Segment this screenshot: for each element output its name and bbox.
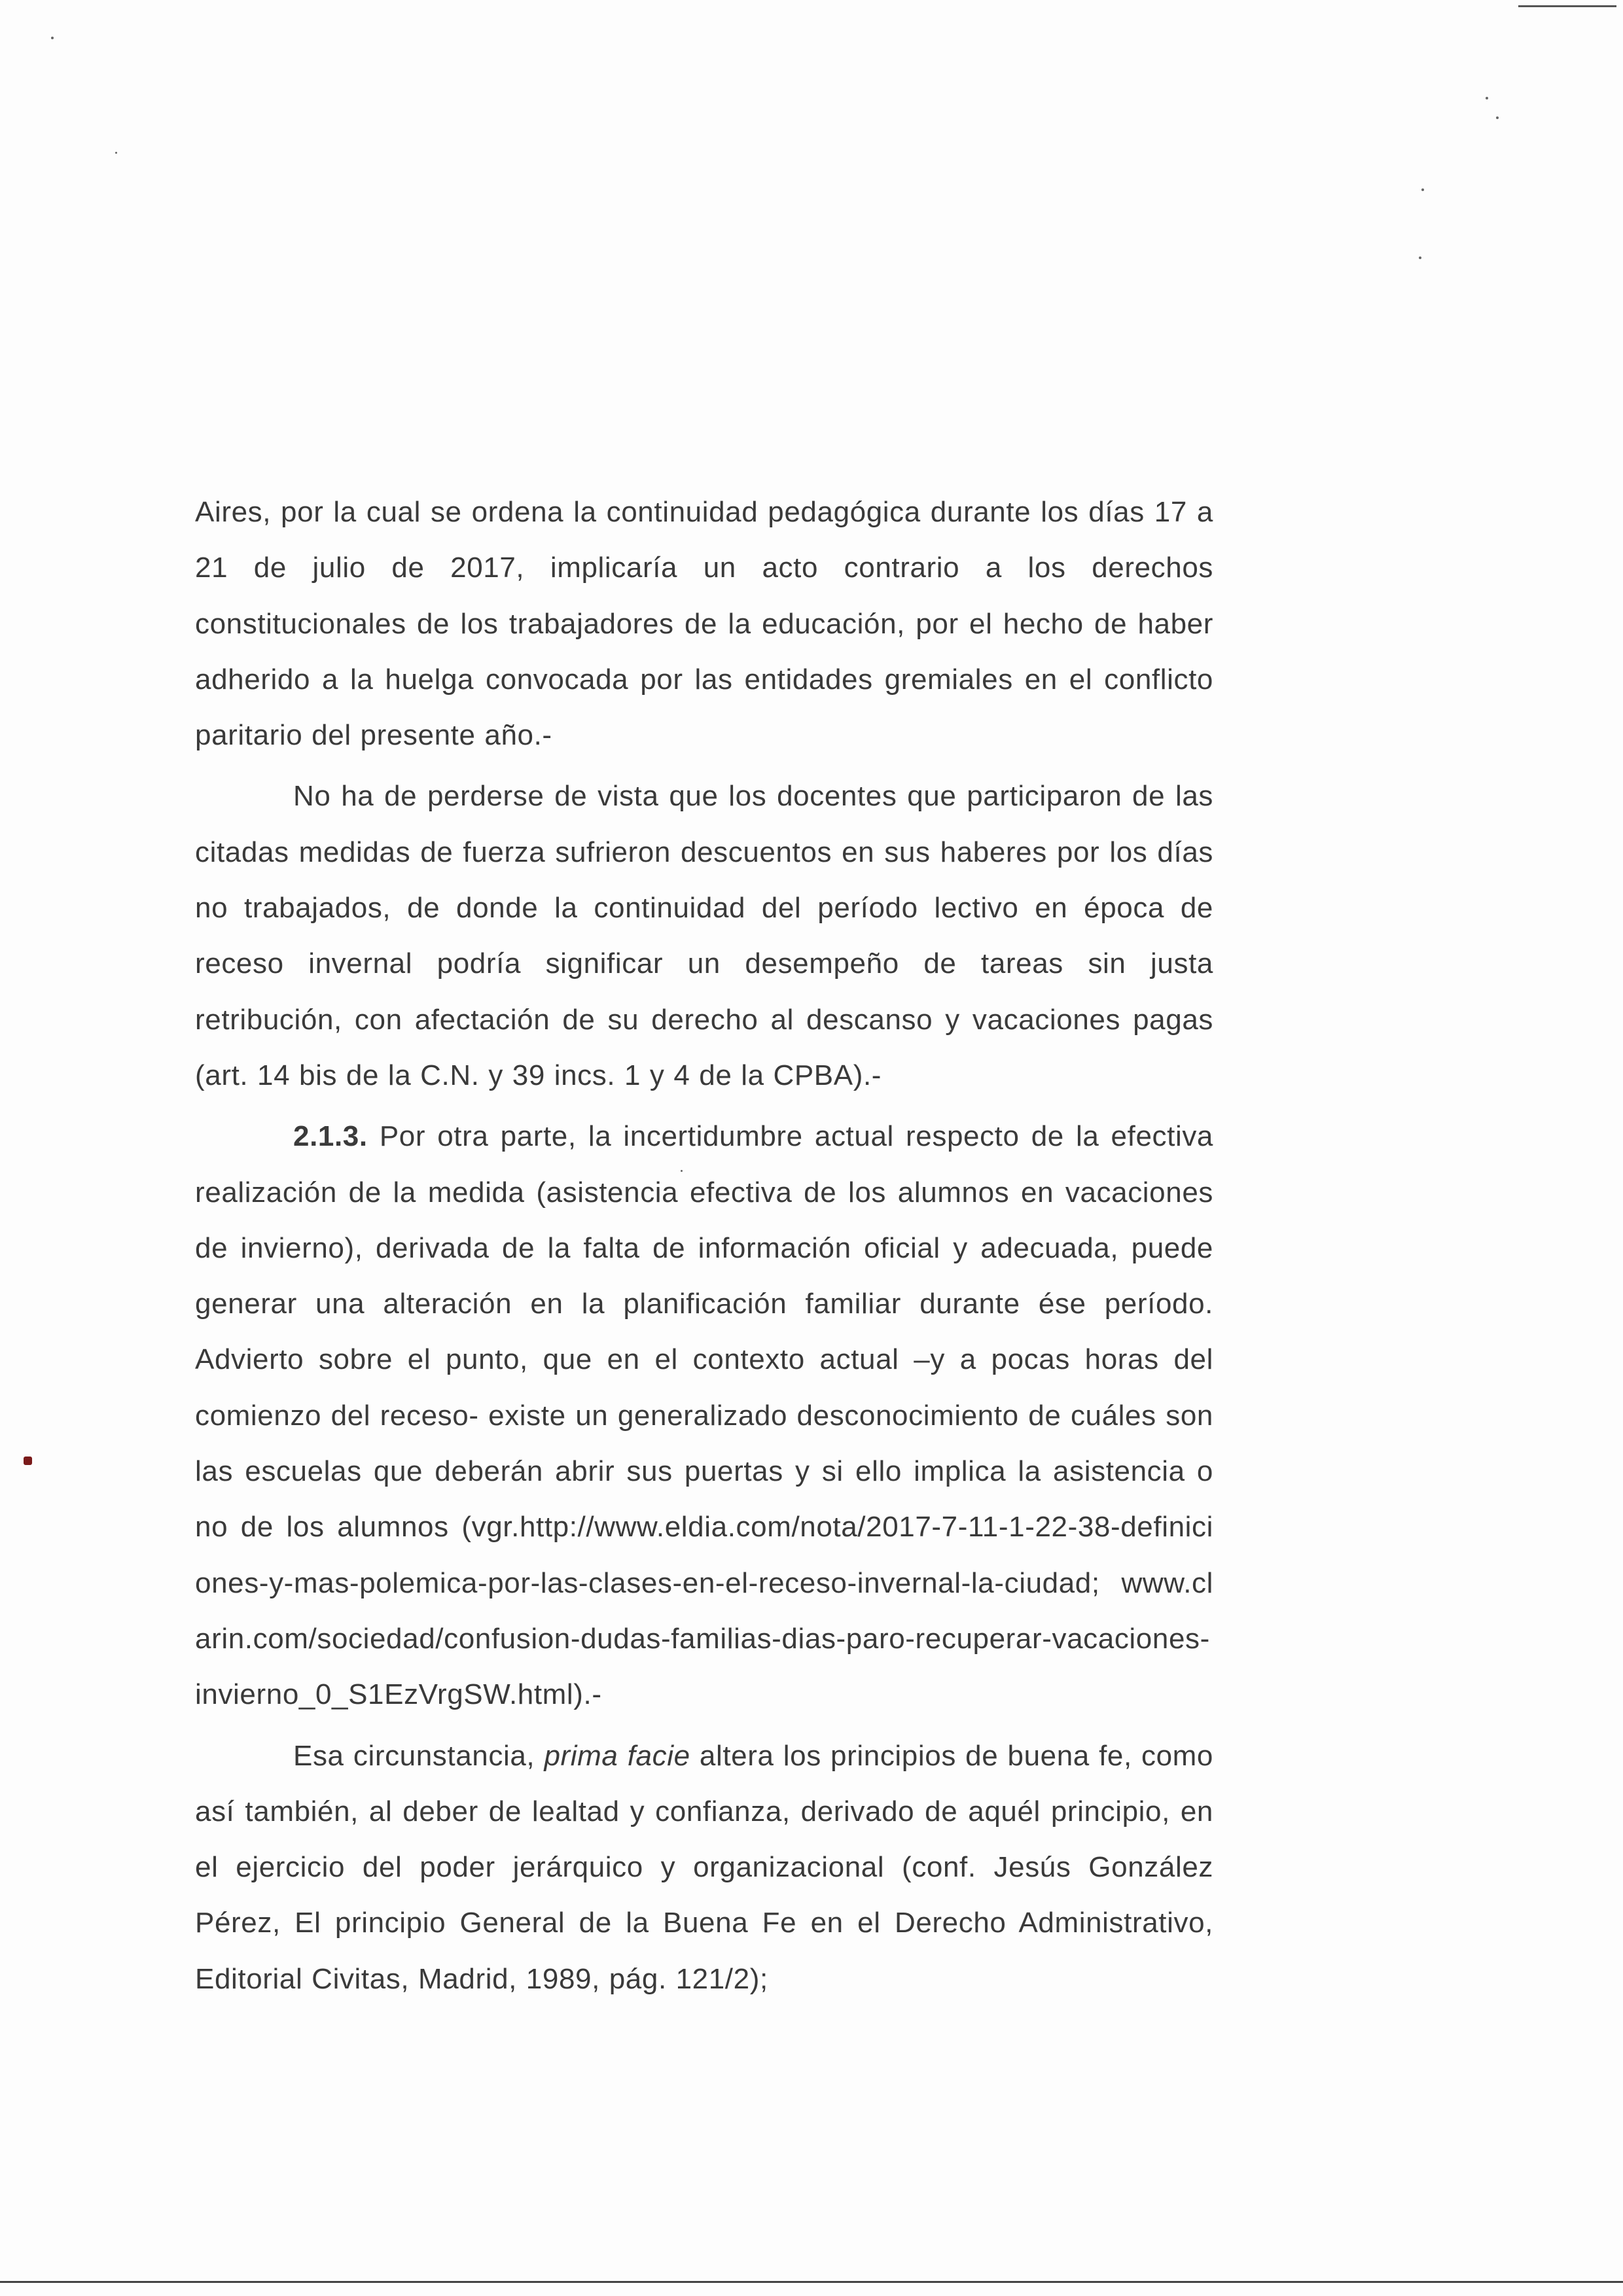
margin-mark	[24, 1457, 32, 1465]
reference-links: (vgr.http://www.eldia.com/nota/2017-7-11-1-22-38-definiciones-y-mas-polemica-por-las-clases-en-el-receso-invernal-la-ciudad; www.clarin.com/sociedad/confusion-dudas-familias-dias-paro-recuperar-vacaciones-invierno_0_S1EzVrgSW.html).-	[195, 1511, 1213, 1711]
scan-speck	[115, 152, 117, 154]
latin-phrase: prima facie	[544, 1739, 690, 1772]
paragraph-text: No ha de perderse de vista que los docentes que participaron de las citadas medidas de fuerza sufrieron descuentos en sus haberes por los días no trabajados, de donde la continuidad del período lectivo en época de receso invernal podría significar un desempeño de tareas sin justa retribución, con afectación de su derecho al descanso y vacaciones pagas (art. 14 bis de la C.N. y 39 incs. 1 y 4 de la CPBA).-	[195, 780, 1213, 1091]
scan-speck	[1421, 188, 1424, 191]
section-number: 2.1.3.	[293, 1120, 368, 1153]
document-body	[195, 484, 1213, 2012]
scan-speck	[51, 37, 54, 39]
paragraph-text: Por otra parte, la incertidumbre actual respecto de la efectiva realización de la medida (asistencia efectiva de los alumnos en vacaciones de invierno), derivada de la falta de información oficial y adecuada, puede generar una alteración en la planificación familiar durante ése período. Advierto sobre el punto, que en el contexto actual –y a pocas horas del comienzo del receso- existe un generalizado desconocimiento de cuáles son las escuelas que deberán abrir sus puertas y si ello implica la asistencia o no de los alumnos	[195, 1120, 1213, 1544]
paragraph-text-end: altera los principios de buena fe, como así también, al deber de lealtad y confianza, derivado de aquél principio, en el ejercicio del poder jerárquico y organizacional (conf. Jesús González Pérez, El principio General de la Buena Fe en el Derecho Administrativo, Editorial Civitas, Madrid, 1989, pág. 121/2);	[195, 1739, 1214, 1995]
paragraph-section-2-1-3	[195, 1108, 1213, 1722]
paragraph-descuentos	[195, 768, 1213, 1103]
top-edge-rule	[1518, 5, 1616, 7]
scan-speck	[1496, 116, 1499, 119]
paragraph-text: Aires, por la cual se ordena la continuidad pedagógica durante los días 17 a 21 de julio de 2017, implicaría un acto contrario a los derechos constitucionales de los trabajadores de la educación, por el hecho de haber adherido a la huelga convocada por las entidades gremiales en el conflicto paritario del presente año.-	[195, 496, 1213, 752]
bottom-edge-rule	[0, 2281, 1623, 2283]
paragraph-text-start: Esa circunstancia,	[293, 1739, 535, 1772]
scan-speck	[1419, 256, 1421, 259]
scan-speck	[1486, 97, 1488, 99]
paragraph-continuation	[195, 484, 1213, 763]
paragraph-buena-fe	[195, 1728, 1213, 2007]
